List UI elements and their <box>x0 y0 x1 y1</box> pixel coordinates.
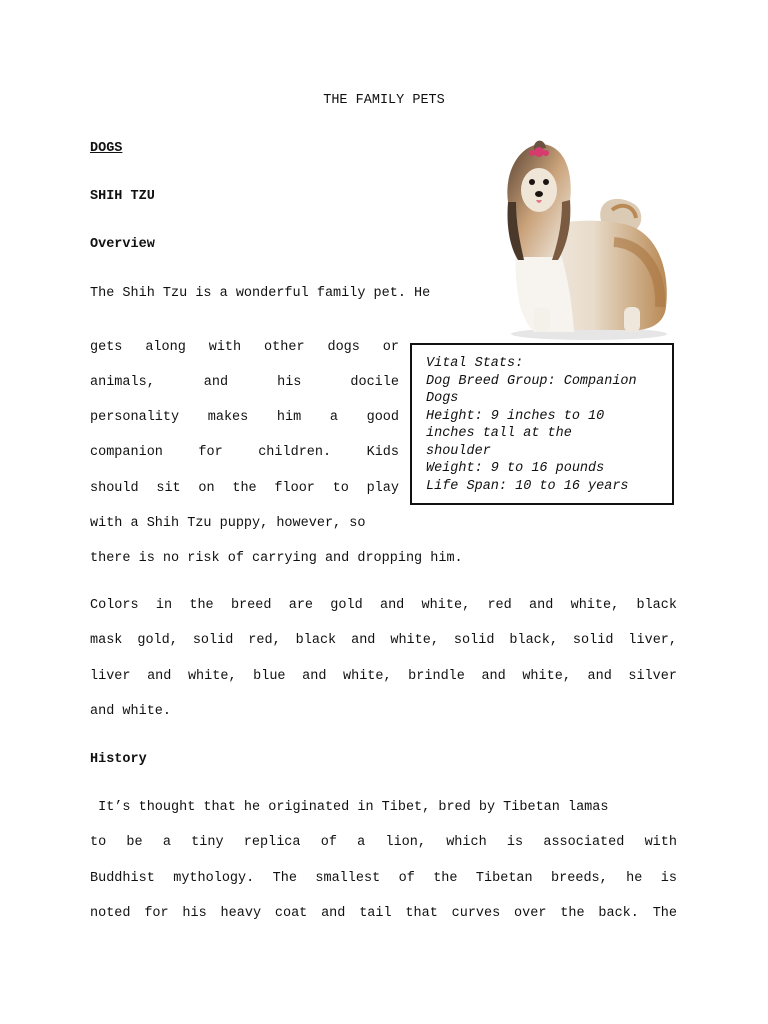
overview-line: companion for children. Kids <box>90 445 399 460</box>
overview-line: animals, and his docile <box>90 375 399 390</box>
document-title: THE FAMILY PETS <box>323 93 445 108</box>
vital-stats-line: Height: 9 inches to 10 <box>426 408 605 424</box>
history-line: It’s thought that he originated in Tibet, bred by Tibetan lamas <box>90 800 609 815</box>
vital-stats-line: Dog Breed Group: Companion <box>426 373 637 389</box>
vital-stats-line: Life Span: 10 to 16 years <box>426 478 629 494</box>
overview-heading: Overview <box>90 237 155 252</box>
vital-stats-box <box>410 343 674 505</box>
overview-line: there is no risk of carrying and dropping him. <box>90 551 463 566</box>
breed-heading: SHIH TZU <box>90 189 155 204</box>
overview-line: with a Shih Tzu puppy, however, so <box>90 516 366 531</box>
vital-stats-line: Vital Stats: <box>426 356 524 371</box>
colors-line: liver and white, blue and white, brindle and white, and silver <box>90 669 677 684</box>
colors-line: and white. <box>90 704 172 719</box>
overview-line: The Shih Tzu is a wonderful family pet. He <box>90 286 431 301</box>
vital-stats-line: shoulder <box>426 443 491 459</box>
history-line: noted for his heavy coat and tail that curves over the back. The <box>90 906 677 921</box>
section-heading-dogs: DOGS <box>90 141 123 156</box>
shih-tzu-dog-icon <box>494 132 680 342</box>
shih-tzu-dog-photo <box>494 132 680 342</box>
overview-line: should sit on the floor to play <box>90 481 399 496</box>
history-line: to be a tiny replica of a lion, which is associated with <box>90 835 677 850</box>
vital-stats-line: inches tall at the <box>426 426 572 441</box>
vital-stats-line: Weight: 9 to 16 pounds <box>426 461 605 476</box>
overview-line: gets along with other dogs or <box>90 340 399 355</box>
history-heading: History <box>90 752 147 767</box>
vital-stats-line: Dogs <box>426 391 459 406</box>
colors-line: mask gold, solid red, black and white, solid black, solid liver, <box>90 633 677 648</box>
history-line: Buddhist mythology. The smallest of the Tibetan breeds, he is <box>90 871 677 886</box>
overview-line: personality makes him a good <box>90 410 399 425</box>
colors-line: Colors in the breed are gold and white, red and white, black <box>90 598 677 613</box>
